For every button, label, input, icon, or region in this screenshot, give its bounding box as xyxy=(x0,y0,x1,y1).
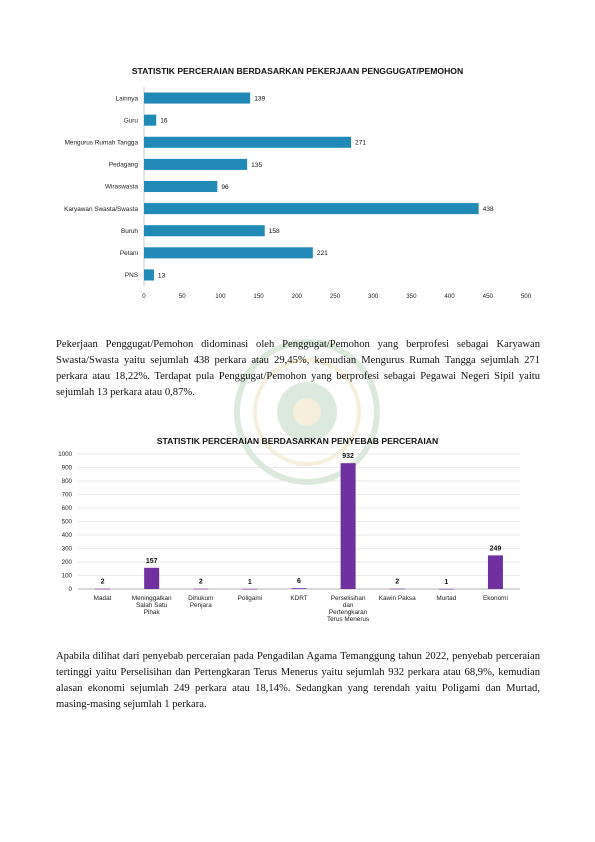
chart2-y-tick-label: 500 xyxy=(61,518,72,526)
chart2-category-label: Salah Satu xyxy=(136,602,168,609)
chart1-data-label: 139 xyxy=(254,95,266,103)
chart2-data-label: 249 xyxy=(489,545,502,553)
chart1-category-label: Guru xyxy=(123,117,138,125)
chart1-category-label: Pedagang xyxy=(108,161,138,169)
chart2-y-tick-label: 900 xyxy=(61,464,72,472)
chart1-category-label: Buruh xyxy=(120,227,138,235)
paragraph-occupation-summary: Pekerjaan Penggugat/Pemohon didominasi oleh Penggugat/Pemohon yang berprofesi sebagai Karyawan Swasta/Swasta yaitu sejumlah 438 perkara atau 29,45%, kemudian Mengurus Rumah Tangga sejumlah 271 perkara atau 18,22%. Terdapat pula Penggugat/Pemohon yang berprofesi sebagai Pegawai Negeri Sipil yaitu sejumlah 13 perkara atau 0,87%. xyxy=(56,339,540,399)
chart2-category-label: KDRT xyxy=(290,595,308,602)
chart1-x-tick-label: 500 xyxy=(520,293,532,300)
chart2-data-label: 2 xyxy=(100,578,105,586)
chart2-category-label: Ekonomi xyxy=(483,595,508,602)
chart2-bar xyxy=(390,589,405,590)
chart2-data-label: 932 xyxy=(342,453,354,461)
chart2-category-label: Poligami xyxy=(237,595,263,602)
chart1-category-label: Petani xyxy=(119,250,138,258)
chart2-y-tick-label: 800 xyxy=(61,478,72,486)
chart2-bar xyxy=(341,463,356,589)
chart2-data-label: 1 xyxy=(247,578,252,586)
chart1-x-tick-label: 200 xyxy=(291,293,302,300)
chart1-x-tick-label: 150 xyxy=(253,293,264,300)
chart2-title: STATISTIK PERCERAIAN BERDASARKAN PENYEBAB PERCERAIAN xyxy=(156,436,439,446)
chart1-x-tick-label: 250 xyxy=(329,293,341,300)
chart1-x-tick-label: 0 xyxy=(142,293,146,300)
chart2-category-label: Meninggalkan xyxy=(131,595,172,602)
chart1-category-label: Lainnya xyxy=(115,95,138,103)
chart2-y-tick-label: 0 xyxy=(68,586,72,594)
chart2-bar xyxy=(95,589,110,590)
paragraph-cause-summary: Apabila dilihat dari penyebab perceraian pada Pengadilan Agama Temanggung tahun 2022, penyebab perceraian tertinggi yaitu Perselisihan dan Pertengkaran Terus Menerus yaitu sejumlah 932 perkara atau 68,9%, kemudian alasan ekonomi sejumlah 249 perkara atau 18,14%. Sedangkan yang terendah yaitu Poligami dan Murtad, masing-masing sejumlah 1 perkara. xyxy=(56,651,540,711)
chart2-data-label: 1 xyxy=(444,578,449,586)
chart2-category-label: dan xyxy=(342,602,354,609)
chart2-category-label: Pihak xyxy=(143,609,160,616)
chart2-y-tick-label: 600 xyxy=(61,505,72,513)
chart2-category-label: Terus Menerus xyxy=(326,616,370,623)
chart2-category-label: Kawin Paksa xyxy=(378,595,416,602)
chart1-data-label: 438 xyxy=(482,206,494,214)
chart1-data-label: 96 xyxy=(221,183,229,191)
chart1-category-label: Mengurus Rumah Tangga xyxy=(64,139,138,147)
chart2-y-tick-label: 700 xyxy=(61,491,72,499)
chart1-x-tick-label: 50 xyxy=(178,293,186,300)
chart2-y-tick-label: 100 xyxy=(61,572,72,580)
chart1-data-label: 158 xyxy=(268,228,280,236)
chart2-data-label: 6 xyxy=(297,578,301,586)
chart2-y-tick-label: 1000 xyxy=(58,451,72,459)
chart1-x-tick-label: 450 xyxy=(482,293,493,300)
chart1-data-label: 271 xyxy=(355,139,367,147)
chart2-category-label: Dihukum xyxy=(188,595,214,602)
chart2-data-label: 2 xyxy=(395,578,400,586)
chart2-category-label: Pertengkaran xyxy=(328,609,368,616)
chart2-category-label: Perselisihan xyxy=(330,595,366,602)
chart1-x-tick-label: 350 xyxy=(406,293,417,300)
chart1-data-label: 221 xyxy=(316,250,328,258)
chart1-category-label: Karyawan Swasta/Swasta xyxy=(64,205,138,213)
chart1-category-label: PNS xyxy=(124,272,138,280)
chart2-category-label: Murtad xyxy=(436,595,457,602)
chart2-y-tick-label: 300 xyxy=(61,545,72,553)
chart1-category-label: Wiraswasta xyxy=(104,183,138,191)
chart1-data-label: 13 xyxy=(157,272,166,280)
chart2-category-label: Madat xyxy=(93,595,112,602)
chart2-bar xyxy=(439,589,454,590)
chart1-x-tick-label: 300 xyxy=(368,293,379,300)
chart2-data-label: 157 xyxy=(145,557,158,565)
chart2-bar xyxy=(292,588,307,589)
chart1-data-label: 16 xyxy=(160,117,168,125)
chart2-y-tick-label: 200 xyxy=(61,559,72,567)
chart2-bar xyxy=(144,568,159,589)
chart1-x-tick-label: 400 xyxy=(444,293,455,300)
chart1-x-tick-label: 100 xyxy=(215,293,226,300)
chart2-data-label: 2 xyxy=(198,578,203,586)
chart2-y-tick-label: 400 xyxy=(61,532,72,540)
chart1-data-label: 135 xyxy=(251,161,263,169)
chart2-bar xyxy=(488,555,503,589)
chart2-category-label: Penjara xyxy=(189,602,212,609)
chart2-bar xyxy=(193,589,208,590)
chart1-title: STATISTIK PERCERAIAN BERDASARKAN PEKERJAAN PENGGUGAT/PEMOHON xyxy=(131,66,464,76)
chart2-bar xyxy=(242,589,257,590)
